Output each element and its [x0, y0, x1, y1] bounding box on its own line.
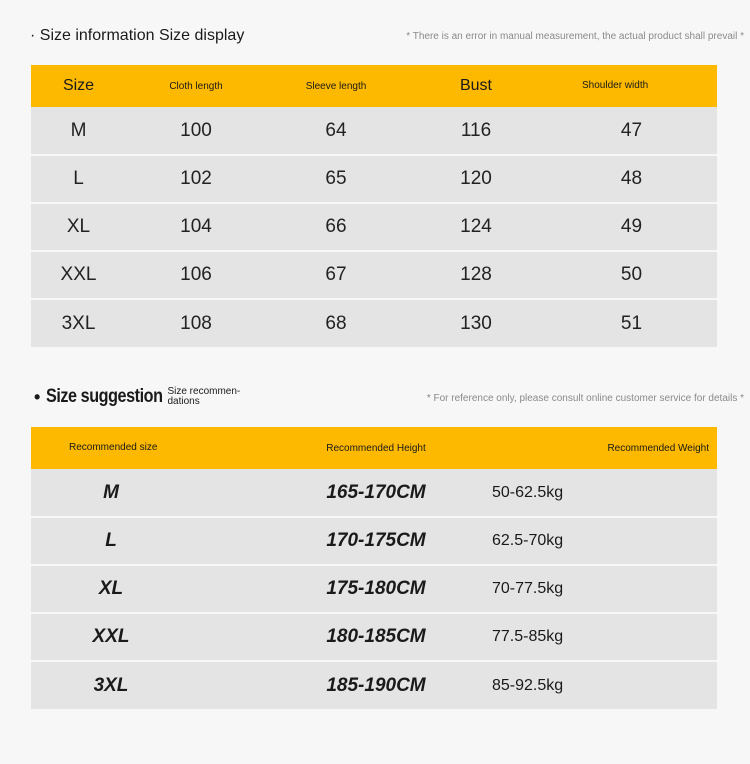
cell-size: M: [103, 481, 119, 503]
cell-size: L: [73, 168, 84, 189]
size-suggestion-table: [31, 427, 717, 709]
size-info-header-row: [31, 65, 717, 107]
cell-weight: 77.5-85kg: [492, 628, 564, 645]
cell-height: 180-185CM: [326, 626, 426, 647]
cell-sleeve-length: 66: [325, 216, 347, 237]
cell-size: XXL: [92, 626, 130, 647]
cell-weight: 50-62.5kg: [492, 483, 564, 501]
cell-shoulder-width: 48: [620, 168, 643, 189]
cell-cloth-length: 104: [180, 216, 212, 237]
table-row: [31, 251, 717, 299]
cell-bust: 120: [460, 168, 492, 189]
cell-bust: 116: [460, 119, 492, 141]
cell-size: 3XL: [61, 312, 96, 334]
cell-bust: 124: [460, 216, 492, 237]
measurement-note: * There is an error in manual measurement, the actual product shall prevail *: [406, 31, 744, 42]
header-cloth-length: Cloth length: [169, 80, 223, 92]
header-shoulder-width: Shoulder width: [582, 80, 649, 91]
cell-size: XXL: [60, 264, 97, 285]
cell-cloth-length: 108: [180, 312, 212, 334]
table-row: [31, 299, 717, 347]
header-recommended-size: Recommended size: [69, 442, 158, 453]
cell-weight: 62.5-70kg: [492, 532, 564, 549]
cell-size: L: [105, 530, 117, 551]
table-row: [31, 517, 717, 565]
table-row: [31, 107, 717, 155]
cell-sleeve-length: 68: [325, 312, 347, 334]
cell-weight: 70-77.5kg: [492, 580, 564, 597]
size-suggestion-title: Size suggestion: [46, 386, 163, 407]
bullet: •: [34, 386, 41, 407]
cell-cloth-length: 106: [180, 264, 212, 285]
cell-sleeve-length: 67: [325, 264, 347, 285]
size-suggestion-header-row: [31, 427, 717, 469]
size-info-title: · Size information Size display: [30, 27, 245, 44]
cell-height: 170-175CM: [326, 530, 426, 551]
table-row: [31, 155, 717, 203]
table-row: [31, 613, 717, 661]
size-suggestion-subtitle: Size recommen-dations: [167, 386, 241, 407]
cell-bust: 128: [460, 264, 492, 285]
size-suggestion-heading: [34, 386, 249, 408]
cell-cloth-length: 102: [180, 168, 212, 189]
cell-sleeve-length: 64: [325, 119, 347, 141]
cell-height: 165-170CM: [326, 481, 426, 503]
cell-shoulder-width: 47: [620, 119, 643, 141]
table-row: [31, 661, 717, 709]
cell-sleeve-length: 65: [325, 168, 347, 189]
cell-height: 175-180CM: [326, 578, 426, 599]
header-recommended-weight-label: Recommended Weight: [607, 443, 709, 454]
cell-size: XL: [66, 216, 91, 237]
size-info-table: [31, 65, 717, 347]
cell-height: 185-190CM: [326, 674, 426, 696]
cell-shoulder-width: 51: [620, 312, 643, 334]
cell-weight: 85-92.5kg: [492, 676, 564, 694]
cell-size: XL: [98, 578, 124, 599]
header-sleeve-length: Sleeve length: [305, 80, 367, 92]
cell-shoulder-width: 49: [620, 216, 643, 237]
header-recommended-weight: [561, 427, 717, 469]
cell-cloth-length: 100: [180, 119, 212, 141]
cell-bust: 130: [460, 312, 492, 334]
header-size: Size: [62, 77, 95, 94]
header-bust: Bust: [459, 77, 492, 94]
table-row: [31, 469, 717, 517]
table-row: [31, 203, 717, 251]
cell-size: 3XL: [93, 674, 129, 696]
cell-size: M: [70, 119, 87, 141]
table-row: [31, 565, 717, 613]
cell-shoulder-width: 50: [620, 264, 643, 285]
header-recommended-height: Recommended Height: [326, 442, 426, 454]
reference-note: * For reference only, please consult online customer service for details *: [426, 393, 744, 404]
